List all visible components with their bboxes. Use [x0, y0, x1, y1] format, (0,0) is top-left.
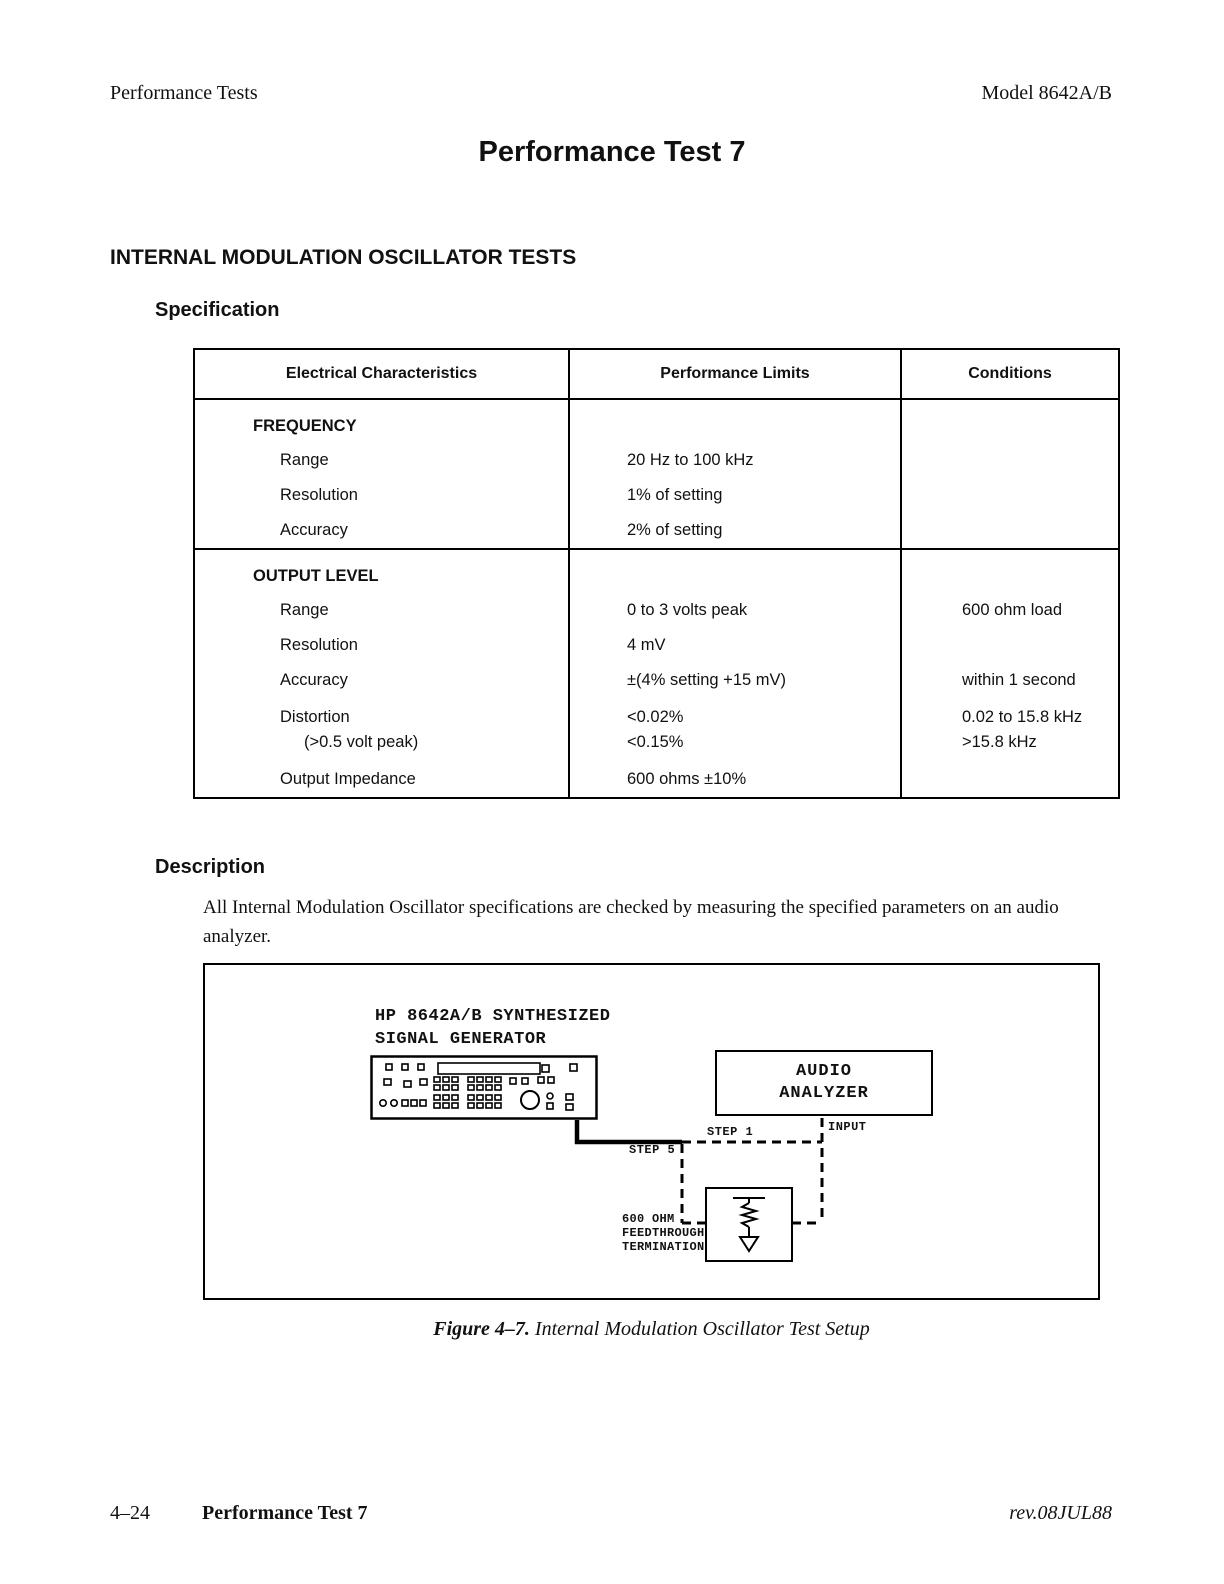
audio-analyzer-box: AUDIO ANALYZER [715, 1050, 933, 1116]
group-title-row-output-level [194, 549, 1119, 593]
section-heading: INTERNAL MODULATION OSCILLATOR TESTS [110, 246, 577, 269]
characteristic-cell: Resolution [280, 636, 358, 654]
running-header [110, 82, 1112, 105]
resistor-ground-symbol [707, 1189, 791, 1260]
table-header-row [194, 349, 1119, 399]
description-heading: Description [155, 856, 266, 878]
spec-row [194, 663, 1119, 698]
group-title-cell: OUTPUT LEVEL [194, 549, 569, 593]
footer-page-number: 4–24 [110, 1502, 150, 1524]
footer-title: Performance Test 7 [202, 1502, 368, 1524]
termination-label: 600 OHM FEEDTHROUGH TERMINATION [622, 1212, 705, 1254]
specification-table [193, 348, 1120, 799]
characteristic-cell: Output Impedance [280, 770, 416, 788]
characteristic-cell: Range [280, 451, 329, 469]
spec-row [194, 478, 1119, 513]
figure-caption-number: Figure 4–7. [433, 1318, 530, 1340]
spec-row-distortion [194, 698, 1119, 762]
step1-label: STEP 1 [707, 1125, 754, 1139]
characteristic-cell: Accuracy [280, 671, 348, 689]
spec-row [194, 593, 1119, 628]
test-setup-figure [203, 963, 1100, 1300]
limit-cell: 4 mV [569, 628, 901, 663]
limit-cell: 2% of setting [569, 513, 901, 549]
page-title: Performance Test 7 [478, 136, 746, 168]
column-header-performance-limits: Performance Limits [569, 349, 901, 399]
input-label: INPUT [828, 1120, 867, 1134]
limit-cell: 600 ohms ±10% [569, 762, 901, 798]
characteristic-cell: Accuracy [280, 521, 348, 539]
signal-generator-panel [370, 1055, 598, 1120]
group-title-row-frequency [194, 399, 1119, 443]
condition-cell [901, 478, 1119, 513]
condition-cell: 600 ohm load [901, 593, 1119, 628]
spec-row [194, 762, 1119, 798]
step5-label: STEP 5 [629, 1143, 676, 1157]
condition-cell: 0.02 to 15.8 kHz >15.8 kHz [901, 698, 1119, 762]
limit-cell: 0 to 3 volts peak [569, 593, 901, 628]
limit-cell: 20 Hz to 100 kHz [569, 443, 901, 478]
limit-cell: <0.02% <0.15% [569, 698, 901, 762]
column-header-conditions: Conditions [901, 349, 1119, 399]
specification-heading: Specification [155, 299, 280, 321]
characteristic-cell: Distortion (>0.5 volt peak) [280, 708, 419, 751]
signal-generator-label: HP 8642A/B SYNTHESIZED SIGNAL GENERATOR [375, 1007, 611, 1049]
condition-cell: within 1 second [901, 663, 1119, 698]
header-left-text: Performance Tests [110, 82, 258, 104]
description-text: All Internal Modulation Oscillator specifications are checked by measuring the specified parameters on an audio analyzer. [203, 897, 1059, 947]
condition-cell [901, 513, 1119, 549]
condition-cell [901, 628, 1119, 663]
figure-caption-text: Internal Modulation Oscillator Test Setup [529, 1318, 870, 1340]
limit-cell: 1% of setting [569, 478, 901, 513]
footer-revision: rev.08JUL88 [1009, 1502, 1112, 1524]
termination-box [705, 1187, 793, 1262]
running-footer [110, 1502, 1112, 1525]
spec-row [194, 628, 1119, 663]
characteristic-cell: Range [280, 601, 329, 619]
figure-caption [203, 1318, 1100, 1341]
characteristic-cell: Resolution [280, 486, 358, 504]
audio-analyzer-label: AUDIO [795, 1062, 852, 1081]
limit-cell: ±(4% setting +15 mV) [569, 663, 901, 698]
condition-cell [901, 443, 1119, 478]
group-title-cell: FREQUENCY [253, 417, 357, 435]
header-right-text: Model 8642A/B [981, 82, 1112, 104]
spec-row [194, 513, 1119, 549]
column-header-electrical-characteristics: Electrical Characteristics [194, 349, 569, 399]
spec-row [194, 443, 1119, 478]
condition-cell [901, 762, 1119, 798]
